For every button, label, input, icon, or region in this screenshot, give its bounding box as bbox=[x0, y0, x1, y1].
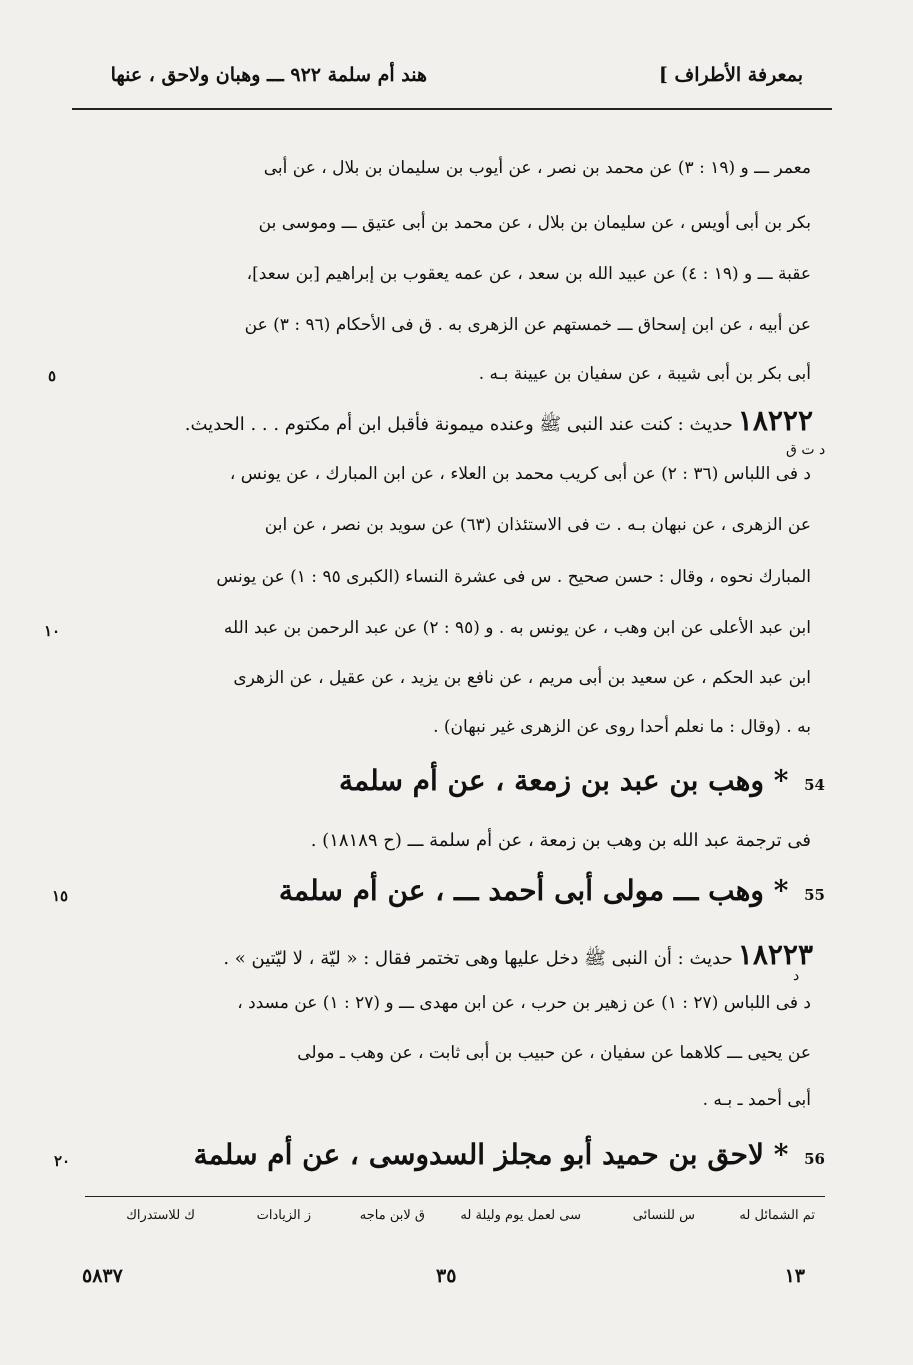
line-number: ٥ bbox=[48, 367, 57, 385]
hadith-text: حديث : أن النبى ﷺ دخل عليها وهى تختمر فقال : « ليّة ، لا ليّتين » . bbox=[223, 948, 733, 969]
running-header-book: بمعرفة الأطراف ] bbox=[658, 64, 803, 86]
hadith-heading bbox=[185, 404, 813, 439]
text-line: أبى أحمد ـ بـه . bbox=[702, 1090, 811, 1110]
page-number-left: ٥٨٣٧ bbox=[82, 1265, 123, 1287]
line-number: ٢٠ bbox=[54, 1152, 71, 1170]
text-line: د فى اللباس (٣٦ : ٢) عن أبى كريب محمد بن العلاء ، عن ابن المبارك ، عن يونس ، bbox=[229, 464, 811, 484]
section-star: * bbox=[773, 764, 789, 797]
section-heading bbox=[339, 764, 825, 797]
legend-item: ز الزيادات bbox=[256, 1208, 311, 1223]
footer-rule bbox=[85, 1196, 825, 1197]
page-number: ١٣ bbox=[784, 1265, 805, 1287]
section-note: فى ترجمة عبد الله بن وهب بن زمعة ، عن أم سلمة ـــ (ح ١٨١٨٩) . bbox=[310, 830, 811, 851]
section-number: 55 bbox=[804, 886, 825, 904]
section-number: 54 bbox=[804, 776, 825, 794]
text-line: عن أبيه ، عن ابن إسحاق ـــ خمستهم عن الزهرى به . ق فى الأحكام (٩٦ : ٣) عن bbox=[244, 315, 811, 335]
text-line: المبارك نحوه ، وقال : حسن صحيح . س فى عشرة النساء (الكبرى ٩٥ : ١) عن يونس bbox=[216, 567, 811, 587]
legend-item: تم الشمائل له bbox=[739, 1208, 815, 1223]
text-line: د فى اللباس (٢٧ : ١) عن زهير بن حرب ، عن ابن مهدى ـــ و (٢٧ : ١) عن مسدد ، bbox=[237, 993, 811, 1013]
line-number: ١٠ bbox=[44, 622, 61, 640]
margin-sigla: د ت ق bbox=[786, 442, 826, 458]
section-star: * bbox=[773, 874, 789, 907]
legend-item: سى لعمل يوم وليلة له bbox=[460, 1208, 581, 1223]
section-title: وهب بن عبد بن زمعة ، عن أم سلمة bbox=[338, 764, 764, 797]
section-title: وهب ـــ مولى أبى أحمد ـــ ، عن أم سلمة bbox=[278, 874, 764, 907]
text-line: عن يحيى ـــ كلاهما عن سفيان ، عن حبيب بن أبى ثابت ، عن وهب ـ مولى bbox=[297, 1043, 811, 1063]
text-line: بكر بن أبى أويس ، عن سليمان بن بلال ، عن محمد بن أبى عتيق ـــ وموسى بن bbox=[258, 213, 811, 233]
section-heading bbox=[194, 1138, 825, 1171]
hadith-heading bbox=[223, 938, 813, 973]
hadith-text: حديث : كنت عند النبى ﷺ وعنده ميمونة فأقبل ابن أم مكتوم . . . الحديث. bbox=[184, 414, 733, 435]
text-line: به . (وقال : ما نعلم أحدا روى عن الزهرى غير نبهان) . bbox=[433, 717, 811, 737]
header-rule bbox=[72, 108, 832, 110]
hadith-number: ١٨٢٢٣ bbox=[737, 938, 813, 971]
legend-item: ك للاستدراك bbox=[126, 1208, 195, 1223]
text-line: ابن عبد الحكم ، عن سعيد بن أبى مريم ، عن نافع بن يزيد ، عن عقيل ، عن الزهرى bbox=[233, 668, 811, 688]
legend-item: ق لابن ماجه bbox=[359, 1208, 425, 1223]
section-title: لاحق بن حميد أبو مجلز السدوسى ، عن أم سلمة bbox=[193, 1138, 764, 1171]
margin-sigla: د bbox=[793, 968, 800, 984]
legend-item: س للنسائى bbox=[632, 1208, 695, 1223]
page-number-center: ٣٥ bbox=[436, 1265, 457, 1287]
hadith-number: ١٨٢٢٢ bbox=[737, 404, 813, 437]
section-heading bbox=[279, 874, 825, 907]
text-line: أبى بكر بن أبى شيبة ، عن سفيان بن عيينة بـه . bbox=[478, 364, 811, 384]
text-line: عقبة ـــ و (١٩ : ٤) عن عبيد الله بن سعد ، عن عمه يعقوب بن إبراهيم [بن سعد]، bbox=[246, 264, 811, 284]
section-number: 56 bbox=[804, 1150, 825, 1168]
text-line: معمر ـــ و (١٩ : ٣) عن محمد بن نصر ، عن أيوب بن سليمان بن بلال ، عن أبى bbox=[263, 158, 811, 178]
text-line: عن الزهرى ، عن نبهان بـه . ت فى الاستئذان (٦٣) عن سويد بن نصر ، عن ابن bbox=[264, 515, 811, 535]
text-line: ابن عبد الأعلى عن ابن وهب ، عن يونس به . و (٩٥ : ٢) عن عبد الرحمن بن عبد الله bbox=[223, 618, 811, 638]
line-number: ١٥ bbox=[52, 887, 69, 905]
running-header-title: هند أم سلمة ٩٢٢ ـــ وهبان ولاحق ، عنها bbox=[110, 64, 427, 86]
section-star: * bbox=[773, 1138, 789, 1171]
